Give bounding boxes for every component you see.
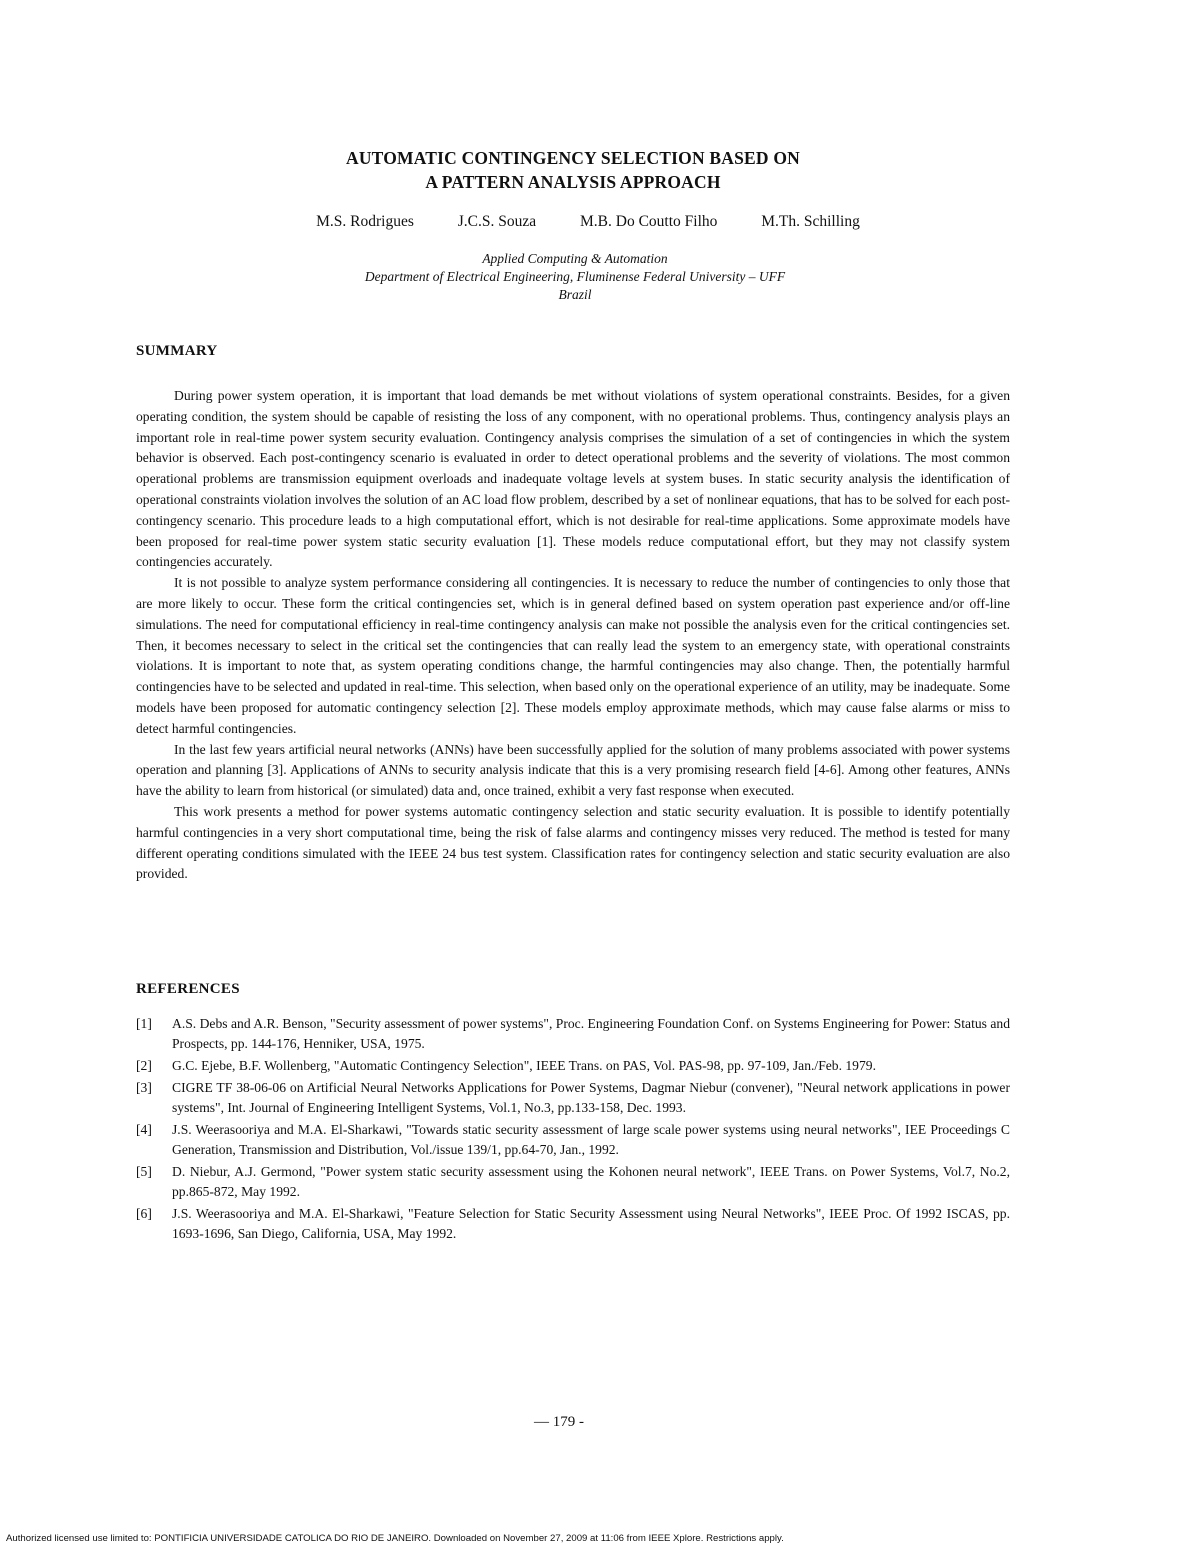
license-footer: Authorized licensed use limited to: PONTIFICIA UNIVERSIDADE CATOLICA DO RIO DE JANEIRO. Downloaded on November 27, 2009 at 11:06 from IEEE Xplore. Restrictions apply. — [6, 1533, 784, 1544]
reference-number: [4] — [136, 1122, 152, 1137]
reference-text: CIGRE TF 38-06-06 on Artificial Neural Networks Applications for Power Systems, Dagmar Niebur (convener), "Neural network applications in power systems", Int. Journal of Engineering Intelligent Systems, Vol.1, No.3, pp.133-158, Dec. 1993. — [172, 1080, 1010, 1115]
reference-text: A.S. Debs and A.R. Benson, "Security assessment of power systems", Proc. Engineering Foundation Conf. on Systems Engineering for Power: Status and Prospects, pp. 144-176, Henniker, USA, 1975. — [172, 1016, 1010, 1051]
author-name: M.B. Do Coutto Filho — [580, 213, 718, 230]
author-name: M.Th. Schilling — [761, 213, 860, 230]
title-line-2: A PATTERN ANALYSIS APPROACH — [425, 172, 721, 192]
affiliation-department: Department of Electrical Engineering, Fluminense Federal University – UFF — [364, 269, 786, 284]
reference-item — [136, 1056, 1010, 1076]
affiliation-group: Applied Computing & Automation — [482, 251, 668, 266]
paper-title — [0, 146, 1146, 194]
reference-text: J.S. Weerasooriya and M.A. El-Sharkawi, "Towards static security assessment of large scale power systems using neural networks", IEE Proceedings C Generation, Transmission and Distribution, Vol./issue 139/1, pp.64-70, Jan., 1992. — [172, 1122, 1010, 1157]
reference-number: [1] — [136, 1016, 152, 1031]
author-name: M.S. Rodrigues — [316, 213, 414, 230]
reference-item — [136, 1204, 1010, 1244]
reference-number: [3] — [136, 1080, 152, 1095]
reference-number: [5] — [136, 1164, 152, 1179]
summary-paragraph: It is not possible to analyze system performance considering all contingencies. It is necessary to reduce the number of contingencies to only those that are more likely to occur. These form the critical contingencies set, which is in general defined based on system operation past experience and/or off-line simulations. The need for computational efficiency in real-time contingency analysis can make not possible the analysis even for the critical contingencies set. Then, it becomes necessary to select in the critical set the contingencies that can really lead the system to an emergency state, with operational constraints violations. It is important to note that, as system operating conditions change, the harmful contingencies may also change. Then, the potentially harmful contingencies have to be selected and updated in real-time. This selection, when based only on the operational experience of an utility, may be inadequate. Some models have been proposed for automatic contingency selection [2]. These models employ approximate methods, which may cause false alarms or miss to detect harmful contingencies. — [136, 575, 1010, 736]
summary-heading: SUMMARY — [136, 343, 218, 359]
reference-item — [136, 1014, 1010, 1054]
title-line-1: AUTOMATIC CONTINGENCY SELECTION BASED ON — [345, 148, 800, 168]
summary-paragraph: This work presents a method for power systems automatic contingency selection and static security evaluation. It is possible to identify potentially harmful contingencies in a very short computational time, being the risk of false alarms and contingency misses very reduced. The method is tested for many different operating conditions simulated with the IEEE 24 bus test system. Classification rates for contingency selection and static security evaluation are also provided. — [136, 803, 1010, 882]
reference-list — [136, 1014, 1010, 1246]
reference-number: [6] — [136, 1206, 152, 1221]
reference-text: D. Niebur, A.J. Germond, "Power system static security assessment using the Kohonen neural network", IEEE Trans. on Power Systems, Vol.7, No.2, pp.865-872, May 1992. — [172, 1164, 1010, 1199]
author-name: J.C.S. Souza — [457, 213, 537, 230]
author-list — [0, 212, 1176, 232]
page-number: — 179 - — [534, 1414, 584, 1430]
summary-body — [136, 386, 1010, 885]
reference-text: J.S. Weerasooriya and M.A. El-Sharkawi, "Feature Selection for Static Security Assessment using Neural Networks", IEEE Proc. Of 1992 ISCAS, pp. 1693-1696, San Diego, California, USA, May 1992. — [172, 1206, 1010, 1241]
reference-item — [136, 1078, 1010, 1118]
reference-item — [136, 1120, 1010, 1160]
summary-paragraph: In the last few years artificial neural networks (ANNs) have been successfully applied for the solution of many problems associated with power systems operation and planning [3]. Applications of ANNs to security analysis indicate that this is a very promising research field [4-6]. Among other features, ANNs have the ability to learn from historical (or simulated) data and, once trained, exhibit a very fast response when executed. — [136, 741, 1010, 799]
reference-text: G.C. Ejebe, B.F. Wollenberg, "Automatic Contingency Selection", IEEE Trans. on PAS, Vol. PAS-98, pp. 97-109, Jan./Feb. 1979. — [172, 1058, 876, 1073]
affiliation — [0, 250, 1150, 304]
affiliation-country: Brazil — [558, 287, 592, 302]
reference-item — [136, 1162, 1010, 1202]
summary-paragraph: During power system operation, it is important that load demands be met without violations of system operational constraints. Besides, for a given operating condition, the system should be capable of resisting the loss of any component, with no operational problems. Thus, contingency analysis plays an important role in real-time power system security evaluation. Contingency analysis comprises the simulation of a set of contingencies in which the system behavior is observed. Each post-contingency scenario is evaluated in order to detect operational problems and the severity of violations. The most common operational problems are transmission equipment overloads and inadequate voltage levels at system buses. In static security analysis the identification of operational constraints violation involves the solution of an AC load flow problem, described by a set of nonlinear equations, that has to be solved for each post-contingency scenario. This procedure leads to a high computational effort, which is not desirable for real-time applications. Some approximate models have been proposed for real-time power system static security evaluation [1]. These models reduce computational effort, but they may not classify system contingencies accurately. — [136, 388, 1010, 570]
reference-number: [2] — [136, 1058, 152, 1073]
references-heading: REFERENCES — [136, 981, 240, 997]
